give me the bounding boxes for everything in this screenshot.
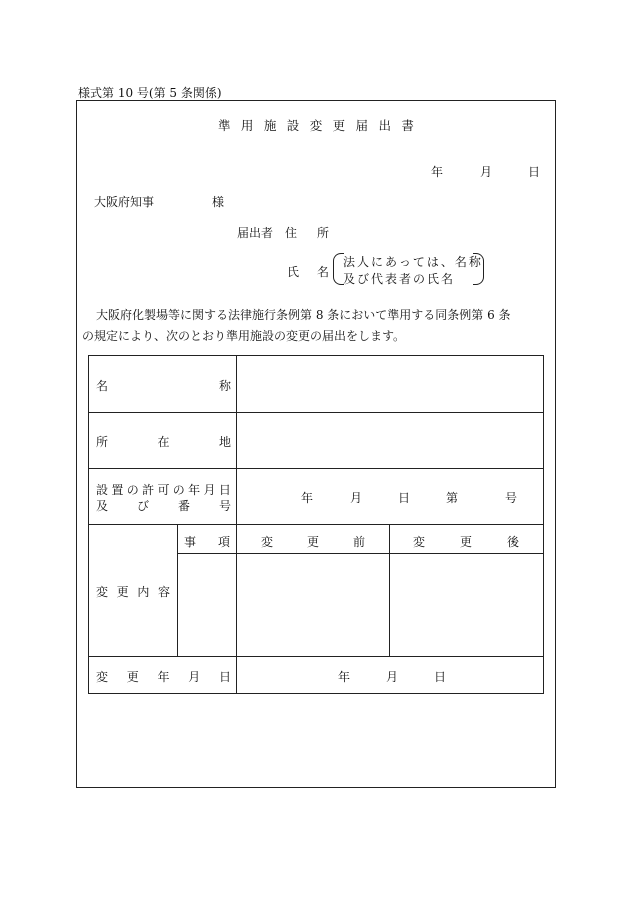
col-before-header-char: 更 — [306, 535, 319, 549]
form-title-char: 出 — [378, 118, 391, 133]
row-name-label-char: 名 — [96, 379, 109, 393]
name-label-char: 氏 — [287, 265, 300, 279]
row-location-label-char: 地 — [218, 435, 231, 449]
row-permit-label-1-char: の — [126, 483, 139, 497]
form-title-char: 届 — [355, 118, 369, 133]
form-label: 様式第 10 号(第 5 条関係) — [78, 86, 222, 100]
row-location-label — [96, 433, 231, 450]
row-change-date-label-char: 日 — [218, 670, 231, 684]
form-title-char: 準 — [218, 118, 231, 133]
permit-month: 月 — [350, 491, 363, 505]
body-text-2: の規定により、次のとおり準用施設の変更の届出をします。 — [82, 329, 406, 343]
col-after-header-char: 後 — [506, 535, 519, 549]
row-permit-label-1-char: の — [172, 483, 185, 497]
col-item-header-char: 事 — [184, 535, 197, 549]
changes-label-char: 内 — [137, 585, 150, 599]
row-permit-label-2-char: 番 — [177, 499, 190, 513]
addressee-governor: 大阪府知事 — [94, 195, 155, 209]
body-text-1: 大阪府化製場等に関する法律施行条例第 8 条において準用する同条例第 6 条 — [96, 308, 511, 322]
corporate-note-2: 及び代表者の氏名 — [343, 272, 456, 286]
row-change-date-label-char: 更 — [126, 670, 139, 684]
row-permit-label-1-char: 可 — [157, 483, 170, 497]
row-change-date-label-char: 年 — [157, 670, 170, 684]
change-date-month: 月 — [386, 670, 399, 684]
date-year: 年 — [431, 165, 444, 179]
row-name-label-char: 称 — [218, 379, 231, 393]
permit-dai: 第 — [446, 491, 459, 505]
col-item-header — [184, 533, 230, 550]
col-after-header — [413, 533, 519, 550]
col-before-header-char: 変 — [261, 535, 274, 549]
form-title — [218, 116, 414, 134]
name-label-char: 名 — [316, 265, 329, 279]
row-permit-label-1-char: 月 — [203, 483, 216, 497]
permit-go: 号 — [505, 491, 518, 505]
row-permit-label-1-char: 日 — [218, 483, 231, 497]
applicant-label: 届出者 — [237, 226, 274, 240]
changes-label-char: 容 — [157, 585, 170, 599]
col-after-header-char: 変 — [413, 535, 426, 549]
row-permit-label-2-char: び — [136, 499, 149, 513]
form-title-char: 更 — [332, 118, 346, 133]
col-item-header-char: 項 — [217, 535, 230, 549]
row-name-label — [96, 377, 231, 394]
form-title-char: 設 — [286, 118, 300, 133]
row-location-label-char: 所 — [96, 435, 109, 449]
form-title-char: 変 — [309, 118, 323, 133]
date-month: 月 — [480, 165, 493, 179]
changes-label-char: 変 — [96, 585, 109, 599]
form-title-char: 施 — [263, 118, 277, 133]
change-date-day: 日 — [434, 670, 447, 684]
changes-label-char: 更 — [116, 585, 129, 599]
row-change-date-label-char: 月 — [188, 670, 201, 684]
row-permit-label-2 — [96, 497, 231, 514]
row-permit-label-1 — [96, 481, 231, 498]
permit-year: 年 — [301, 491, 314, 505]
address-label-char: 所 — [316, 226, 329, 240]
row-permit-label-1-char: 年 — [188, 483, 201, 497]
changes-label — [96, 583, 170, 600]
address-label — [285, 224, 329, 241]
corporate-note-1: 法人にあっては、名称 — [343, 255, 483, 269]
row-permit-label-1-char: 許 — [142, 483, 155, 497]
form-title-char: 用 — [240, 118, 254, 133]
permit-day: 日 — [398, 491, 411, 505]
col-before-header — [261, 533, 365, 550]
row-change-date-label-char: 変 — [96, 670, 109, 684]
address-label-char: 住 — [285, 226, 298, 240]
row-location-label-char: 在 — [157, 435, 170, 449]
addressee-honorific: 様 — [212, 195, 225, 209]
right-paren — [473, 253, 484, 285]
change-date-year: 年 — [338, 670, 351, 684]
row-change-date-label — [96, 668, 231, 685]
date-day: 日 — [528, 165, 541, 179]
row-permit-label-1-char: 設 — [96, 483, 109, 497]
col-before-header-char: 前 — [352, 535, 365, 549]
name-label — [287, 263, 329, 280]
col-after-header-char: 更 — [459, 535, 472, 549]
row-permit-label-2-char: 号 — [218, 499, 231, 513]
form-title-char: 書 — [401, 118, 414, 133]
row-permit-label-1-char: 置 — [111, 483, 124, 497]
row-permit-label-2-char: 及 — [96, 499, 109, 513]
